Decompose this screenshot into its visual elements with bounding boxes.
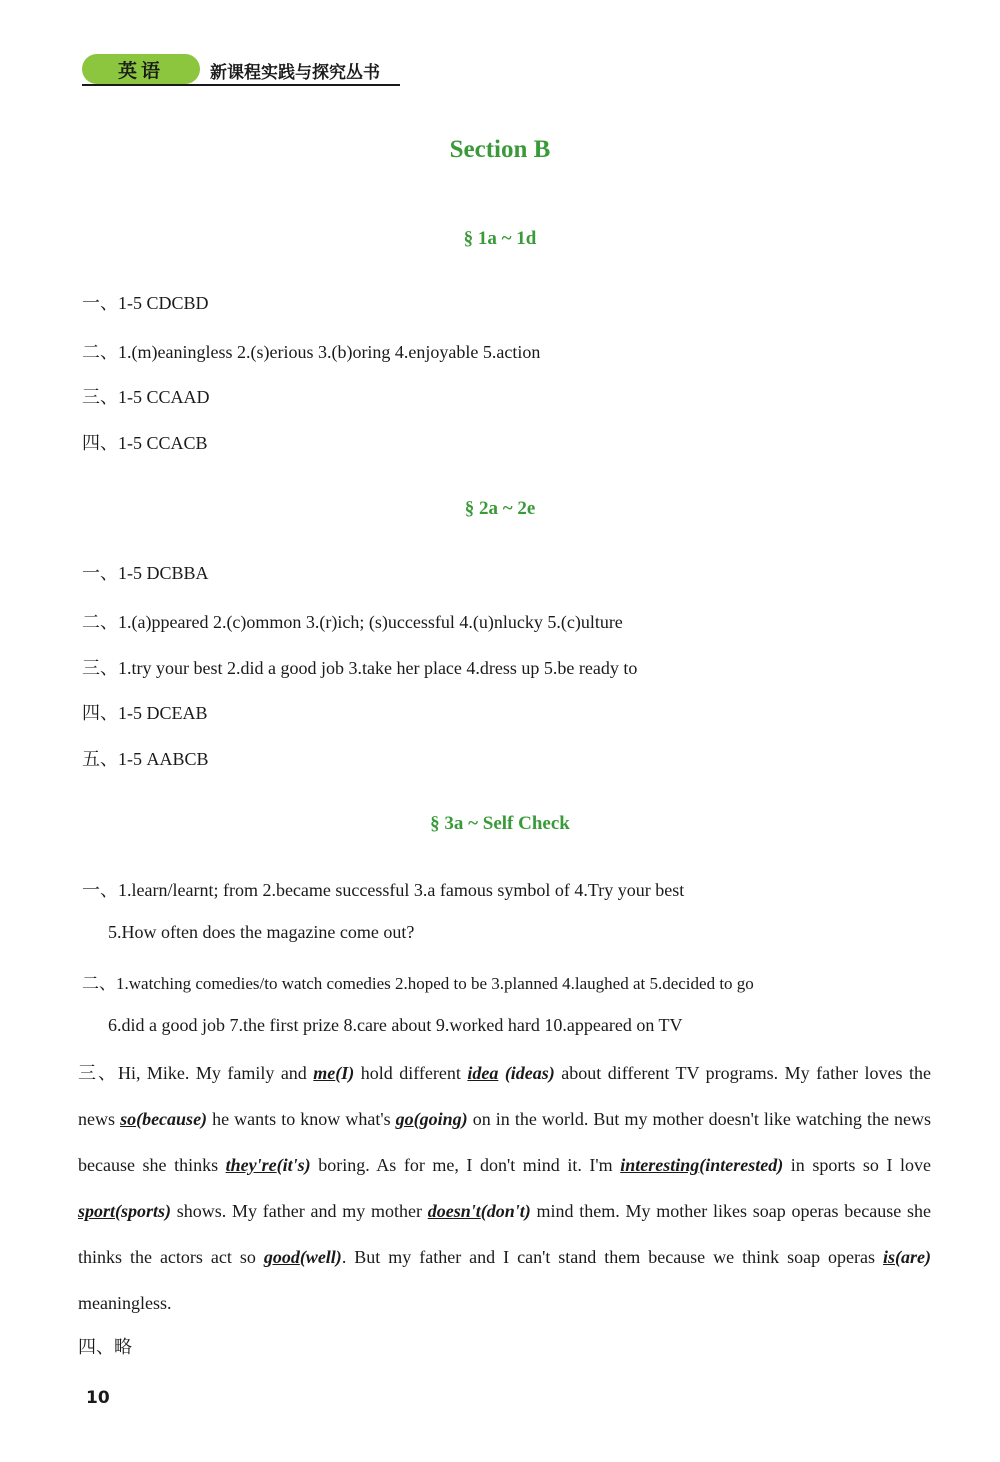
answer-line: 一、1-5 DCBBA — [82, 563, 209, 583]
marked-error-word: they're — [225, 1155, 277, 1175]
answer-line: 二、1.(a)ppeared 2.(c)ommon 3.(r)ich; (s)uccessful 4.(u)nlucky 5.(c)ulture — [82, 612, 623, 632]
passage-text: on in the world. But my mother doesn't like watching the news because she thinks — [78, 1109, 932, 1175]
answer-line: 二、1.watching comedies/to watch comedies 2.hoped to be 3.planned 4.laughed at 5.decided to go — [82, 974, 754, 993]
passage-text: in sports so I love — [783, 1155, 931, 1175]
marked-error-word: sport — [78, 1201, 116, 1221]
answer-line: 四、略 — [78, 1337, 132, 1357]
page-header — [82, 52, 402, 88]
passage-text: . But my father and I can't stand them because we think soap operas — [341, 1247, 883, 1267]
correction-word: (I) — [335, 1063, 355, 1083]
header-rule — [82, 84, 400, 86]
correction-word: (ideas) — [498, 1063, 555, 1083]
part-title-3: § 3a ~ Self Check — [430, 813, 570, 834]
answer-line: 三、1-5 CCAAD — [82, 387, 210, 407]
marked-error-word: go — [395, 1109, 414, 1129]
error-correction-passage — [78, 1050, 931, 1326]
answer-line: 二、1.(m)eaningless 2.(s)erious 3.(b)oring 4.enjoyable 5.action — [82, 342, 541, 362]
section-title: Section B — [449, 136, 551, 163]
correction-word: (are) — [895, 1247, 931, 1267]
answer-line: 一、1-5 CDCBD — [82, 293, 209, 313]
correction-word: (sports) — [115, 1201, 172, 1221]
marked-error-word: idea — [467, 1063, 499, 1083]
passage-text: meaningless. — [78, 1293, 172, 1313]
passage-text: 三、Hi, Mike. My family and — [78, 1063, 314, 1083]
correction-word: (well) — [299, 1247, 342, 1267]
answer-line: 6.did a good job 7.the first prize 8.care about 9.worked hard 10.appeared on TV — [108, 1015, 683, 1035]
marked-error-word: interesting — [620, 1155, 700, 1175]
correction-word: (because) — [136, 1109, 208, 1129]
answer-line: 五、1-5 AABCB — [82, 749, 209, 769]
correction-word: (it's) — [276, 1155, 311, 1175]
correction-word: (don't) — [480, 1201, 531, 1221]
answer-line: 5.How often does the magazine come out? — [108, 922, 415, 942]
answer-line: 三、1.try your best 2.did a good job 3.take her place 4.dress up 5.be ready to — [82, 658, 638, 678]
marked-error-word: good — [263, 1247, 300, 1267]
marked-error-word: so — [120, 1109, 137, 1129]
correction-word: (interested) — [699, 1155, 784, 1175]
part-title-1: § 1a ~ 1d — [463, 228, 537, 249]
marked-error-word: doesn't — [427, 1201, 481, 1221]
marked-error-word: is — [883, 1247, 896, 1267]
series-title: 新课程实践与探究丛书 — [210, 63, 380, 83]
answer-line: 一、1.learn/learnt; from 2.became successful 3.a famous symbol of 4.Try your best — [82, 880, 685, 900]
part-title-2: § 2a ~ 2e — [464, 498, 536, 519]
page-number: 10 — [86, 1388, 110, 1408]
marked-error-word: me — [313, 1063, 336, 1083]
passage-text: about different TV programs. My father loves the news — [78, 1063, 932, 1129]
passage-text: boring. As for me, I don't mind it. I'm — [310, 1155, 621, 1175]
passage-text: he wants to know what's — [207, 1109, 396, 1129]
passage-text: hold different — [354, 1063, 468, 1083]
passage-text: mind them. My mother likes soap operas because she thinks the actors act so — [78, 1201, 931, 1267]
answer-line: 四、1-5 CCACB — [82, 433, 208, 453]
passage-text: shows. My father and my mother — [171, 1201, 428, 1221]
answer-line: 四、1-5 DCEAB — [82, 703, 208, 723]
correction-word: (going) — [413, 1109, 468, 1129]
subject-badge: 英语 — [82, 54, 200, 84]
